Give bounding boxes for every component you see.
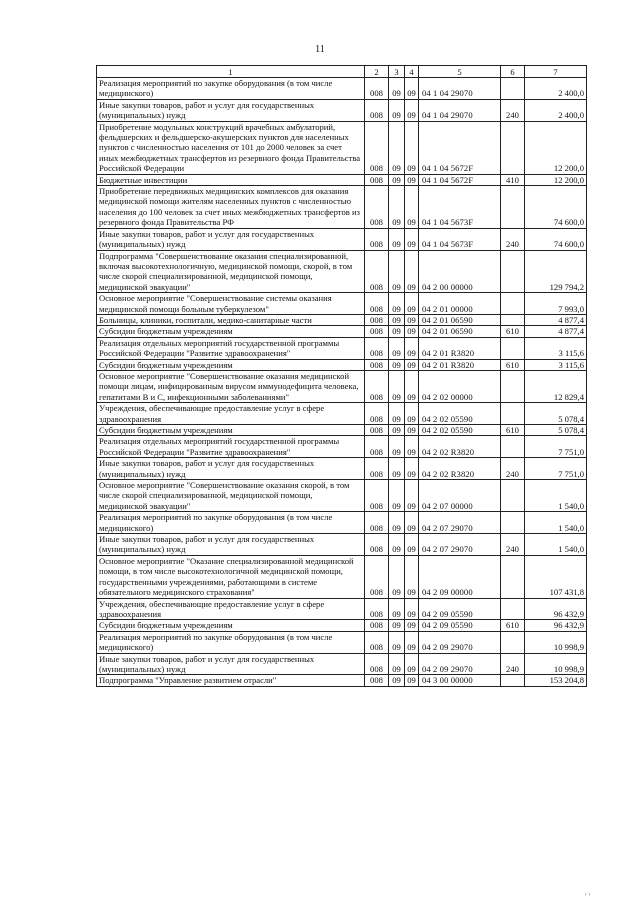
cell-name: Реализация отдельных мероприятий государственной программы Российской Федерации "Развитие здравоохранения" — [97, 337, 365, 359]
cell-section: 09 — [389, 403, 405, 425]
cell-amount: 1 540,0 — [525, 480, 587, 512]
cell-amount: 7 993,0 — [525, 293, 587, 315]
cell-subsection: 09 — [405, 186, 419, 229]
cell-subsection: 09 — [405, 425, 419, 436]
cell-amount: 4 877,4 — [525, 314, 587, 325]
cell-section: 09 — [389, 675, 405, 686]
cell-name: Реализация мероприятий по закупке оборудования (в том числе медицинского) — [97, 631, 365, 653]
cell-amount: 7 751,0 — [525, 458, 587, 480]
cell-name: Основное мероприятие "Совершенствование оказания скорой, в том числе скорой специализированной, медицинской помощи, медицинской эвакуации" — [97, 480, 365, 512]
cell-expense-type: 610 — [501, 359, 525, 370]
cell-section: 09 — [389, 78, 405, 100]
cell-expense-type — [501, 337, 525, 359]
cell-expense-type: 610 — [501, 425, 525, 436]
cell-section: 09 — [389, 121, 405, 174]
table-row — [97, 370, 587, 402]
table-row — [97, 359, 587, 370]
cell-subsection: 09 — [405, 250, 419, 293]
cell-name: Бюджетные инвестиции — [97, 174, 365, 185]
cell-expense-type — [501, 631, 525, 653]
cell-ministry-code: 008 — [365, 480, 389, 512]
table-row — [97, 293, 587, 315]
cell-ministry-code: 008 — [365, 534, 389, 556]
cell-name: Основное мероприятие "Совершенствование системы оказания медицинской помощи больным туберкулезом" — [97, 293, 365, 315]
cell-amount: 12 829,4 — [525, 370, 587, 402]
cell-section: 09 — [389, 370, 405, 402]
cell-ministry-code: 008 — [365, 436, 389, 458]
cell-expense-type — [501, 675, 525, 686]
header-col-7: 7 — [525, 66, 587, 78]
cell-ministry-code: 008 — [365, 653, 389, 675]
cell-name: Основное мероприятие "Оказание специализированной медицинской помощи, в том числе высокотехнологичной медицинской помощи, государственными учреждениями, работающими в системе обязательного медицинского страхования" — [97, 555, 365, 598]
cell-ministry-code: 008 — [365, 620, 389, 631]
cell-ministry-code: 008 — [365, 293, 389, 315]
cell-target-article: 04 2 09 29070 — [419, 653, 501, 675]
header-col-3: 3 — [389, 66, 405, 78]
cell-subsection: 09 — [405, 436, 419, 458]
cell-expense-type: 240 — [501, 228, 525, 250]
cell-target-article: 04 1 04 5672F — [419, 174, 501, 185]
cell-subsection: 09 — [405, 631, 419, 653]
cell-section: 09 — [389, 512, 405, 534]
cell-expense-type — [501, 250, 525, 293]
cell-expense-type — [501, 436, 525, 458]
cell-name: Реализация мероприятий по закупке оборудования (в том числе медицинского) — [97, 512, 365, 534]
cell-expense-type: 240 — [501, 458, 525, 480]
table-row — [97, 555, 587, 598]
cell-target-article: 04 1 04 29070 — [419, 78, 501, 100]
cell-subsection: 09 — [405, 326, 419, 337]
cell-expense-type: 610 — [501, 620, 525, 631]
cell-subsection: 09 — [405, 403, 419, 425]
cell-subsection: 09 — [405, 555, 419, 598]
cell-expense-type — [501, 370, 525, 402]
header-col-2: 2 — [365, 66, 389, 78]
cell-section: 09 — [389, 359, 405, 370]
cell-expense-type — [501, 403, 525, 425]
cell-target-article: 04 2 01 R3820 — [419, 337, 501, 359]
cell-subsection: 09 — [405, 174, 419, 185]
header-col-4: 4 — [405, 66, 419, 78]
cell-section: 09 — [389, 653, 405, 675]
cell-expense-type — [501, 480, 525, 512]
cell-expense-type — [501, 555, 525, 598]
cell-section: 09 — [389, 326, 405, 337]
cell-expense-type: 410 — [501, 174, 525, 185]
cell-ministry-code: 008 — [365, 458, 389, 480]
cell-amount: 74 600,0 — [525, 186, 587, 229]
cell-subsection: 09 — [405, 121, 419, 174]
cell-ministry-code: 008 — [365, 314, 389, 325]
table-header-row — [97, 66, 587, 78]
cell-section: 09 — [389, 174, 405, 185]
cell-ministry-code: 008 — [365, 337, 389, 359]
cell-name: Учреждения, обеспечивающие предоставление услуг в сфере здравоохранения — [97, 598, 365, 620]
cell-name: Больницы, клиники, госпитали, медико-санитарные части — [97, 314, 365, 325]
cell-name: Субсидии бюджетным учреждениям — [97, 425, 365, 436]
cell-target-article: 04 2 01 00000 — [419, 293, 501, 315]
cell-expense-type — [501, 598, 525, 620]
cell-target-article: 04 2 09 29070 — [419, 631, 501, 653]
cell-subsection: 09 — [405, 480, 419, 512]
cell-name: Реализация мероприятий по закупке оборудования (в том числе медицинского) — [97, 78, 365, 100]
cell-subsection: 09 — [405, 99, 419, 121]
cell-amount: 10 998,9 — [525, 653, 587, 675]
cell-amount: 5 078,4 — [525, 403, 587, 425]
header-col-5: 5 — [419, 66, 501, 78]
table-row — [97, 228, 587, 250]
cell-name: Подпрограмма "Управление развитием отрасли" — [97, 675, 365, 686]
cell-target-article: 04 1 04 5672F — [419, 121, 501, 174]
cell-subsection: 09 — [405, 620, 419, 631]
cell-name: Иные закупки товаров, работ и услуг для государственных (муниципальных) нужд — [97, 653, 365, 675]
cell-amount: 1 540,0 — [525, 534, 587, 556]
table-row — [97, 675, 587, 686]
table-row — [97, 326, 587, 337]
cell-ministry-code: 008 — [365, 555, 389, 598]
cell-section: 09 — [389, 620, 405, 631]
cell-ministry-code: 008 — [365, 174, 389, 185]
cell-subsection: 09 — [405, 512, 419, 534]
table-row — [97, 250, 587, 293]
cell-name: Иные закупки товаров, работ и услуг для государственных (муниципальных) нужд — [97, 228, 365, 250]
table-row — [97, 458, 587, 480]
cell-expense-type — [501, 78, 525, 100]
table-row — [97, 174, 587, 185]
cell-amount: 74 600,0 — [525, 228, 587, 250]
cell-target-article: 04 2 02 00000 — [419, 370, 501, 402]
table-row — [97, 512, 587, 534]
cell-amount: 96 432,9 — [525, 598, 587, 620]
cell-subsection: 09 — [405, 359, 419, 370]
cell-name: Иные закупки товаров, работ и услуг для государственных (муниципальных) нужд — [97, 534, 365, 556]
cell-section: 09 — [389, 425, 405, 436]
cell-ministry-code: 008 — [365, 631, 389, 653]
cell-target-article: 04 2 02 05590 — [419, 425, 501, 436]
cell-subsection: 09 — [405, 78, 419, 100]
header-col-6: 6 — [501, 66, 525, 78]
cell-ministry-code: 008 — [365, 359, 389, 370]
cell-amount: 1 540,0 — [525, 512, 587, 534]
cell-target-article: 04 2 01 R3820 — [419, 359, 501, 370]
cell-subsection: 09 — [405, 337, 419, 359]
table-row — [97, 598, 587, 620]
cell-section: 09 — [389, 534, 405, 556]
cell-section: 09 — [389, 293, 405, 315]
table-row — [97, 620, 587, 631]
table-row — [97, 121, 587, 174]
cell-section: 09 — [389, 631, 405, 653]
cell-target-article: 04 2 02 R3820 — [419, 458, 501, 480]
cell-subsection: 09 — [405, 370, 419, 402]
cell-ministry-code: 008 — [365, 99, 389, 121]
cell-amount: 107 431,8 — [525, 555, 587, 598]
cell-ministry-code: 008 — [365, 78, 389, 100]
cell-section: 09 — [389, 228, 405, 250]
cell-expense-type — [501, 512, 525, 534]
cell-section: 09 — [389, 314, 405, 325]
cell-amount: 12 200,0 — [525, 174, 587, 185]
cell-ministry-code: 008 — [365, 121, 389, 174]
cell-amount: 2 400,0 — [525, 78, 587, 100]
cell-amount: 2 400,0 — [525, 99, 587, 121]
table-row — [97, 631, 587, 653]
cell-section: 09 — [389, 186, 405, 229]
cell-expense-type: 610 — [501, 326, 525, 337]
cell-subsection: 09 — [405, 534, 419, 556]
cell-ministry-code: 008 — [365, 370, 389, 402]
cell-expense-type — [501, 293, 525, 315]
cell-section: 09 — [389, 598, 405, 620]
table-row — [97, 480, 587, 512]
cell-ministry-code: 008 — [365, 598, 389, 620]
cell-section: 09 — [389, 555, 405, 598]
cell-amount: 96 432,9 — [525, 620, 587, 631]
cell-ministry-code: 008 — [365, 228, 389, 250]
cell-ministry-code: 008 — [365, 425, 389, 436]
cell-ministry-code: 008 — [365, 326, 389, 337]
cell-amount: 4 877,4 — [525, 326, 587, 337]
cell-ministry-code: 008 — [365, 512, 389, 534]
cell-target-article: 04 2 07 29070 — [419, 512, 501, 534]
cell-target-article: 04 2 01 06590 — [419, 326, 501, 337]
table-row — [97, 436, 587, 458]
cell-name: Приобретение модульных конструкций врачебных амбулаторий, фельдшерских и фельдшерско-акушерских пунктов для населенных пунктов с численностью населения от 101 до 2000 человек за счет иных межбюджетных трансфертов из резервного фонда Правительства Российской Федерации — [97, 121, 365, 174]
cell-subsection: 09 — [405, 598, 419, 620]
cell-name: Учреждения, обеспечивающие предоставление услуг в сфере здравоохранения — [97, 403, 365, 425]
cell-expense-type — [501, 186, 525, 229]
cell-section: 09 — [389, 99, 405, 121]
cell-amount: 153 204,8 — [525, 675, 587, 686]
cell-expense-type: 240 — [501, 653, 525, 675]
cell-name: Реализация отдельных мероприятий государственной программы Российской Федерации "Развитие здравоохранения" — [97, 436, 365, 458]
cell-target-article: 04 2 09 05590 — [419, 598, 501, 620]
cell-section: 09 — [389, 436, 405, 458]
table-row — [97, 337, 587, 359]
page-number: 11 — [315, 44, 325, 55]
table-row — [97, 314, 587, 325]
cell-subsection: 09 — [405, 314, 419, 325]
cell-section: 09 — [389, 480, 405, 512]
cell-section: 09 — [389, 458, 405, 480]
cell-target-article: 04 2 02 05590 — [419, 403, 501, 425]
cell-target-article: 04 2 01 06590 — [419, 314, 501, 325]
table-row — [97, 78, 587, 100]
cell-subsection: 09 — [405, 228, 419, 250]
cell-ministry-code: 008 — [365, 186, 389, 229]
cell-target-article: 04 1 04 5673F — [419, 186, 501, 229]
cell-name: Иные закупки товаров, работ и услуг для государственных (муниципальных) нужд — [97, 458, 365, 480]
cell-name: Подпрограмма "Совершенствование оказания специализированной, включая высокотехнологичную, медицинской помощи, скорой, в том числе скорой специализированной, медицинской помощи, медицинской эвакуации" — [97, 250, 365, 293]
cell-amount: 5 078,4 — [525, 425, 587, 436]
cell-amount: 3 115,6 — [525, 337, 587, 359]
table-row — [97, 653, 587, 675]
cell-ministry-code: 008 — [365, 403, 389, 425]
cell-subsection: 09 — [405, 675, 419, 686]
cell-subsection: 09 — [405, 293, 419, 315]
header-col-1: 1 — [97, 66, 365, 78]
cell-expense-type — [501, 121, 525, 174]
cell-amount: 129 794,2 — [525, 250, 587, 293]
cell-name: Субсидии бюджетным учреждениям — [97, 359, 365, 370]
cell-target-article: 04 2 09 05590 — [419, 620, 501, 631]
cell-target-article: 04 2 00 00000 — [419, 250, 501, 293]
cell-target-article: 04 2 07 29070 — [419, 534, 501, 556]
table-row — [97, 99, 587, 121]
cell-target-article: 04 1 04 5673F — [419, 228, 501, 250]
cell-subsection: 09 — [405, 458, 419, 480]
cell-amount: 12 200,0 — [525, 121, 587, 174]
cell-section: 09 — [389, 337, 405, 359]
table-row — [97, 403, 587, 425]
cell-name: Субсидии бюджетным учреждениям — [97, 620, 365, 631]
cell-section: 09 — [389, 250, 405, 293]
cell-name: Иные закупки товаров, работ и услуг для государственных (муниципальных) нужд — [97, 99, 365, 121]
corner-mark: ' ' — [585, 892, 590, 901]
cell-target-article: 04 2 02 R3820 — [419, 436, 501, 458]
cell-name: Приобретение передвижных медицинских комплексов для оказания медицинской помощи жителям населенных пунктов с численностью населения до 100 человек за счет иных межбюджетных трансфертов из резервного фонда Правительства РФ — [97, 186, 365, 229]
table-row — [97, 425, 587, 436]
table-row — [97, 186, 587, 229]
cell-target-article: 04 2 09 00000 — [419, 555, 501, 598]
cell-name: Субсидии бюджетным учреждениям — [97, 326, 365, 337]
cell-amount: 3 115,6 — [525, 359, 587, 370]
cell-target-article: 04 3 00 00000 — [419, 675, 501, 686]
budget-table — [96, 65, 587, 687]
cell-expense-type — [501, 314, 525, 325]
cell-target-article: 04 1 04 29070 — [419, 99, 501, 121]
table-row — [97, 534, 587, 556]
cell-ministry-code: 008 — [365, 675, 389, 686]
cell-subsection: 09 — [405, 653, 419, 675]
cell-expense-type: 240 — [501, 534, 525, 556]
cell-expense-type: 240 — [501, 99, 525, 121]
cell-amount: 10 998,9 — [525, 631, 587, 653]
cell-name: Основное мероприятие "Совершенствование оказания медицинской помощи лицам, инфицированным вирусом иммунодефицита человека, гепатитами В и С, инфекционными заболеваниями" — [97, 370, 365, 402]
cell-target-article: 04 2 07 00000 — [419, 480, 501, 512]
cell-ministry-code: 008 — [365, 250, 389, 293]
cell-amount: 7 751,0 — [525, 436, 587, 458]
